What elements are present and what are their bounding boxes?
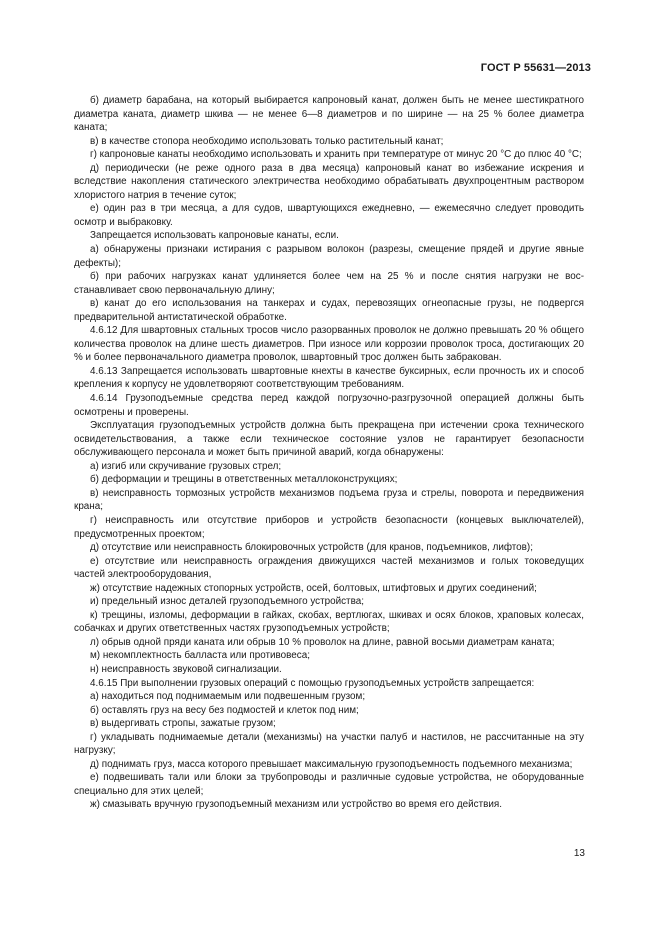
body-paragraph: а) обнаружены признаки истирания с разрывом волокон (разрезы, смещение прядей и другие явные дефекты); — [74, 244, 584, 269]
body-paragraph: н) неисправность звуковой сигнализации. — [90, 663, 282, 675]
body-paragraph: 4.6.14 Грузоподъемные средства перед каждой погрузочно-разгрузочной операцией должны быть осмотрены и проверены. — [74, 393, 584, 418]
body-paragraph: л) обрыв одной пряди каната или обрыв 10 % проволок на длине, равной восьми диаметрам каната; — [90, 636, 555, 648]
standard-header: ГОСТ Р 55631—2013 — [480, 62, 591, 74]
page-number: 13 — [573, 848, 585, 859]
body-paragraph: 4.6.12 Для швартовных стальных тросов число разорванных проволок не должно превышать 20 % общего количества проволок на длине шесть диаметров. При износе или коррозии проволок троса, достигающих 20 % и более первоначального диаметра проволок, швартовный трос должен быть забракован. — [74, 325, 584, 364]
body-paragraph: м) некомплектность балласта или противовеса; — [90, 650, 310, 662]
body-paragraph: а) находиться под поднимаемым или подвешенным грузом; — [90, 691, 366, 703]
body-paragraph: г) неисправность или отсутствие приборов и устройств безопасности (концевых выключателей), предусмотренных проектом; — [74, 514, 584, 540]
body-paragraph: д) периодически (не реже одного раза в два месяца) капроновый канат во избежание искрения и вследствие накопления статического электричества необходимо обрабатывать двухпроцентным раствором хлористого натрия в течение суток; — [74, 162, 584, 201]
body-paragraph: в) канат до его использования на танкерах и судах, перевозящих огнеопасные грузы, не подвергся предварительной антистатической обработке. — [74, 298, 584, 323]
body-paragraph: 4.6.15 При выполнении грузовых операций с помощью грузоподъемных устройств запрещается: — [90, 677, 535, 689]
body-paragraph: б) диаметр барабана, на который выбирается капроновый канат, должен быть не менее шестикратного диаметра каната, диаметр шкива — не менее 6—8 диаметров и по ширине — на 25 % более диаметра каната; — [74, 95, 584, 134]
body-paragraph: Запрещается использовать капроновые канаты, если. — [90, 230, 339, 242]
body-paragraph: к) трещины, изломы, деформации в гайках, скобах, вертлюгах, шкивах и осях блоков, храповых колесах, собачках и других ответственных частях грузоподъемных устройств; — [74, 609, 584, 635]
body-paragraph: б) деформации и трещины в ответственных металлоконструкциях; — [90, 474, 398, 486]
document-body — [74, 94, 584, 812]
body-paragraph: б) оставлять груз на весу без подмостей и клеток под ним; — [90, 704, 359, 716]
body-paragraph: д) отсутствие или неисправность блокировочных устройств (для кранов, подъемников, лифтов); — [90, 542, 533, 554]
body-paragraph: а) изгиб или скручивание грузовых стрел; — [90, 460, 282, 472]
body-paragraph: в) неисправность тормозных устройств механизмов подъема груза и стрелы, поворота и передвижения крана; — [74, 487, 584, 513]
body-paragraph: е) подвешивать тали или блоки за трубопроводы и различные судовые устройства, не оборудованные специально для этих целей; — [74, 772, 584, 797]
body-paragraph: в) выдергивать стропы, зажатые грузом; — [90, 718, 276, 730]
body-paragraph: 4.6.13 Запрещается использовать швартовные кнехты в качестве буксирных, если прочность их и способ крепления к корпусу не удовлетворяют соответствующим требованиям. — [74, 365, 584, 391]
body-paragraph: д) поднимать груз, масса которого превышает максимальную грузоподъемность подъемного механизма; — [90, 758, 573, 770]
body-paragraph: ж) смазывать вручную грузоподъемный механизм или устройство во время его действия. — [90, 799, 502, 811]
body-paragraph: ж) отсутствие надежных стопорных устройств, осей, болтовых, штифтовых и других соединений; — [90, 582, 537, 594]
body-paragraph: г) капроновые канаты необходимо использовать и хранить при температуре от минус 20 °С до плюс 40 °С; — [90, 149, 582, 161]
body-paragraph: в) в качестве стопора необходимо использовать только растительный канат; — [90, 135, 444, 147]
body-paragraph: е) отсутствие или неисправность ограждения движущихся частей механизмов и голых токоведущих частей электрооборудования, — [74, 555, 584, 581]
body-paragraph: г) укладывать поднимаемые детали (механизмы) на участки палуб и настилов, не рассчитанные на эту нагрузку; — [74, 731, 584, 757]
body-paragraph: б) при рабочих нагрузках канат удлиняется более чем на 25 % и после снятия нагрузки не восстанавливает свою первоначальную длину; — [74, 271, 584, 296]
body-paragraph: и) предельный износ деталей грузоподъемного устройства; — [90, 596, 364, 608]
body-paragraph: Эксплуатация грузоподъемных устройств должна быть прекращена при истечении срока технического освидетельствования, а также если техническое состояние узлов не гарантирует безопасности обслуживающего персонала и может быть причиной аварий, когда обнаружены: — [74, 420, 584, 459]
body-paragraph: е) один раз в три месяца, а для судов, швартующихся ежедневно, — ежемесячно следует проводить осмотр и выбраковку. — [74, 203, 584, 228]
